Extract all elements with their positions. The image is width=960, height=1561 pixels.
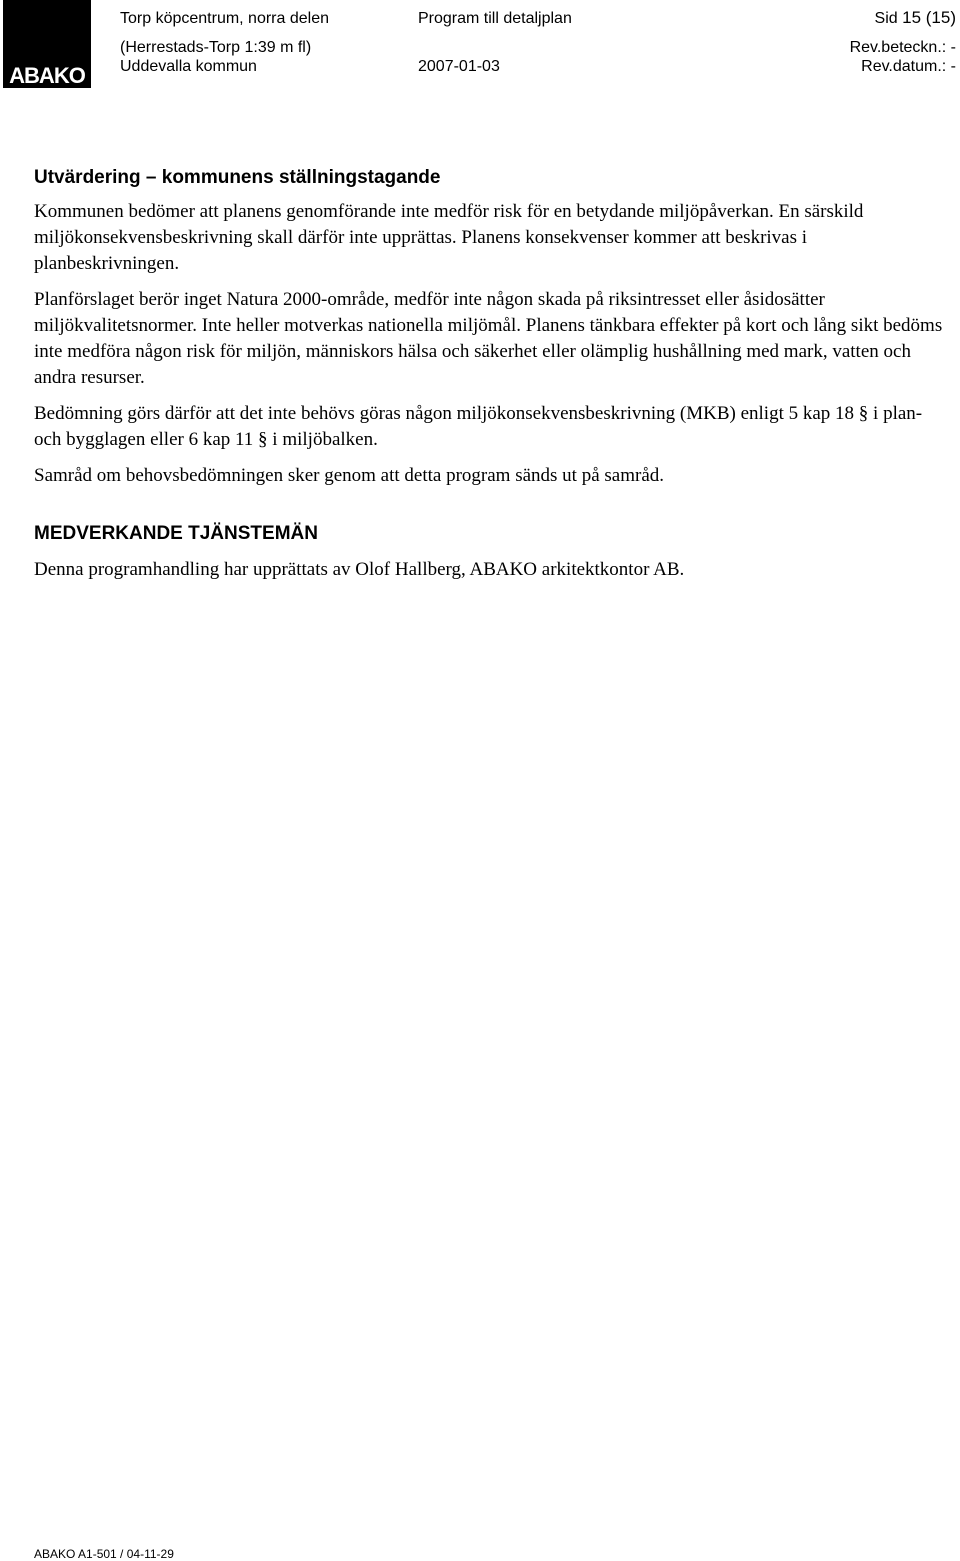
header-area: (Herrestads-Torp 1:39 m fl) — [120, 39, 312, 56]
header-doc-type: Program till detaljplan — [418, 10, 572, 27]
section-heading-staff: MEDVERKANDE TJÄNSTEMÄN — [34, 523, 318, 544]
paragraph-mkb: Bedömning görs därför att det inte behövs göras någon miljökonsekvensbeskrivning (MKB) enligt 5 kap 18 § i plan- och bygglagen eller 6 kap 11 § i miljöbalken. — [34, 403, 923, 450]
abako-logo — [3, 0, 91, 88]
header-municipality: Uddevalla kommun — [120, 58, 257, 75]
paragraph-consultation: Samråd om behovsbedömningen sker genom att detta program sänds ut på samråd. — [34, 465, 665, 486]
paragraph-staff: Denna programhandling har upprättats av Olof Hallberg, ABAKO arkitektkontor AB. — [34, 559, 685, 580]
main-content — [34, 165, 944, 593]
paragraph-natura: Planförslaget berör inget Natura 2000-område, medför inte någon skada på riksintresset eller åsidosätter miljökvalitetsnormer. Inte heller motverkas nationella miljömål. Planens tänkbara effekter på kort och lång sikt bedöms inte medföra någon risk för miljön, människors hälsa och säkerhet eller olämplig hushållning med mark, vatten och andra resurser. — [34, 289, 943, 388]
page-label: Sid — [874, 10, 898, 27]
header-project: Torp köpcentrum, norra delen — [120, 10, 329, 27]
header-rev-datum: Rev.datum.: - — [861, 58, 956, 75]
page-number: 15 (15) — [902, 8, 956, 27]
logo-text: ABAKO — [9, 63, 85, 88]
header-rev-beteckn: Rev.beteckn.: - — [849, 39, 956, 56]
footer-code: ABAKO A1-501 / 04-11-29 — [34, 1547, 174, 1561]
header-page — [875, 9, 956, 28]
header-date: 2007-01-03 — [418, 58, 500, 75]
paragraph-assessment: Kommunen bedömer att planens genomförande inte medför risk för en betydande miljöpåverkan. En särskild miljökonsekvensbeskrivning skall därför inte upprättas. Planens konsekvenser kommer att beskrivas i planbeskrivningen. — [34, 201, 864, 274]
section-heading-evaluation: Utvärdering – kommunens ställningstagande — [34, 167, 441, 188]
